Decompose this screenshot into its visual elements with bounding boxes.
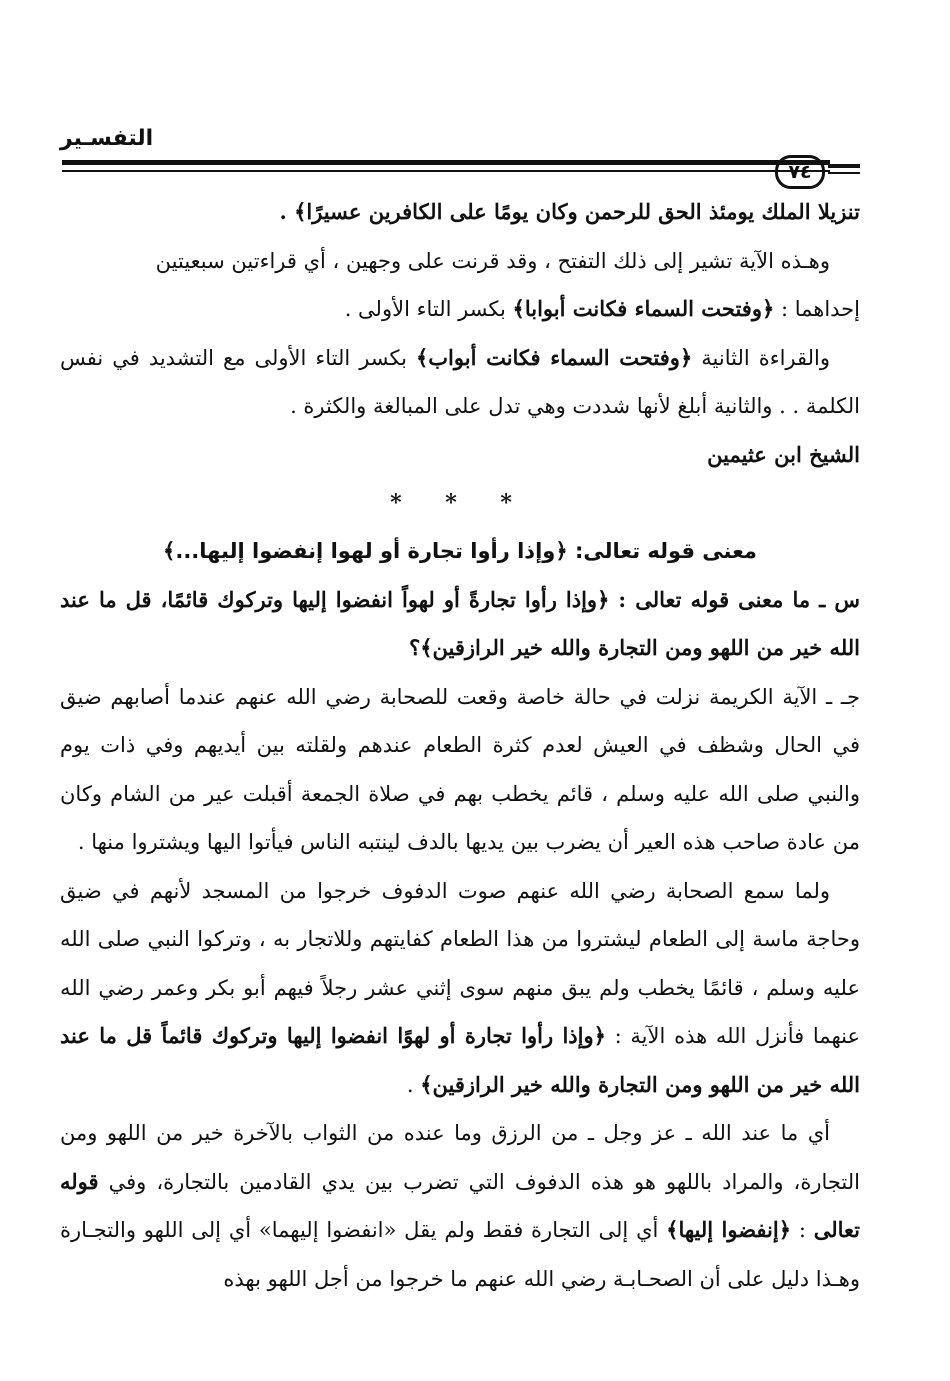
paragraph-text: بكسر التاء الأولى .: [344, 297, 513, 321]
page-number-dash-thin: [828, 172, 860, 174]
question-mark: ؟: [409, 635, 421, 660]
paragraph: [60, 334, 860, 431]
running-title: التفسـير: [60, 126, 154, 151]
paragraph-text: والقراءة الثانية: [692, 345, 831, 370]
keyword: قوله تعالى: [60, 1168, 861, 1242]
page-number: ٧٤: [775, 155, 825, 189]
paragraph-text: :: [791, 1218, 814, 1242]
quran-quote: ﴿وإذا رأوا تجارة أو لهوًا انفضوا إليها وتركوك قائماً قل ما عند الله خير من اللهو ومن التجارة والله خير الرازقين﴾: [60, 1023, 860, 1097]
paragraph-text: .: [406, 1072, 421, 1097]
paragraph-text: ولما سمع الصحابة رضي الله عنهم صوت الدفوف خرجوا من المسجد لأنهم في ضيق وحاجة ماسة إلى الطعام ليشتروا من هذا الطعام كفايتهم وللاتجار به ، وتركوا النبي صلى الله عليه وسلم ، قائمًا يخطب ولم يبق منهم سوى إثني عشر رجلاً فيهم أبو بكر وعمر رضي الله عنهما فأنزل الله هذه الآية :: [60, 878, 860, 1048]
question: [60, 576, 860, 673]
header-rule-thick: [62, 160, 830, 165]
paragraph: [60, 867, 860, 1110]
paragraph: [60, 285, 860, 334]
page-body: [60, 188, 860, 1303]
paragraph-text: بكسر التاء الأولى مع التشديد في نفس الكلمة . . والثانية أبلغ لأنها شددت وهي تدل على المبالغة والكثرة .: [60, 345, 860, 418]
paragraph: [60, 1109, 860, 1303]
answer-paragraph: جـ ـ الآية الكريمة نزلت في حالة خاصة وقعت للصحابة رضي الله عنهم عندما أصابهم ضيق في الحال وشظف في العيش لعدم كثرة الطعام عندهم ولقلته بين أيديهم وفي ذات يوم والنبي صلى الله عليه وسلم ، قائم يخطب بهم في صلاة الجمعة أقبلت عير من الشام وكان من عادة صاحب هذه العير أن يضرب بين يديها بالدف لينتبه الناس فيأتوا اليها ويشتروا منها .: [60, 684, 860, 854]
quran-quote: ﴿وفتحت السماء فكانت أبوابا﴾: [512, 296, 775, 321]
question-text: س ـ ما معنى قوله تعالى :: [609, 586, 860, 612]
section-heading: معنى قوله تعالى: ﴿وإذا رأوا تجارة أو لهوا إنفضوا إليها...﴾: [163, 539, 757, 563]
author-signature: الشيخ ابن عثيمين: [707, 441, 860, 467]
paragraph: وهـذه الآية تشير إلى ذلك التفتح ، وقد قرنت على وجهين ، أي قراءتين سبعيتين: [155, 248, 830, 273]
quran-quote: ﴿وفتحت السماء فكانت أبواب﴾: [415, 344, 693, 370]
paragraph-text: أي ما عند الله ـ عز وجل ـ من الرزق وما عنده من الثواب بالآخرة خير من اللهو ومن التجارة، والمراد باللهو هو هذه الدفوف التي تضرب بين يدي القادمين بالتجارة، وفي: [60, 1121, 860, 1194]
quran-quote: ﴿إنفضوا إليها﴾: [666, 1217, 792, 1242]
verse-continuation: تنزيلا الملك يومئذ الحق للرحمن وكان يومًا على الكافرين عسيرًا﴾ .: [279, 199, 860, 224]
header-rule-thin: [62, 170, 830, 172]
section-separator: * * *: [390, 490, 530, 516]
paragraph-text: أي إلى التجارة فقط ولم يقل «انفضوا إليهما» أي إلى اللهو والتجـارة وهـذا دليل على أن الصحـابـة رضي الله عنهم ما خرجوا من أجل اللهو بهذه: [60, 1218, 860, 1291]
quran-quote: ﴿وإذا رأوا تجارةً أو لهواً انفضوا إليها وتركوك قائمًا، قل ما عند الله خير من اللهو ومن التجارة والله خير الرازقين﴾: [60, 586, 860, 660]
paragraph-text: إحداهما :: [774, 297, 860, 321]
page-number-dash: [828, 164, 860, 168]
